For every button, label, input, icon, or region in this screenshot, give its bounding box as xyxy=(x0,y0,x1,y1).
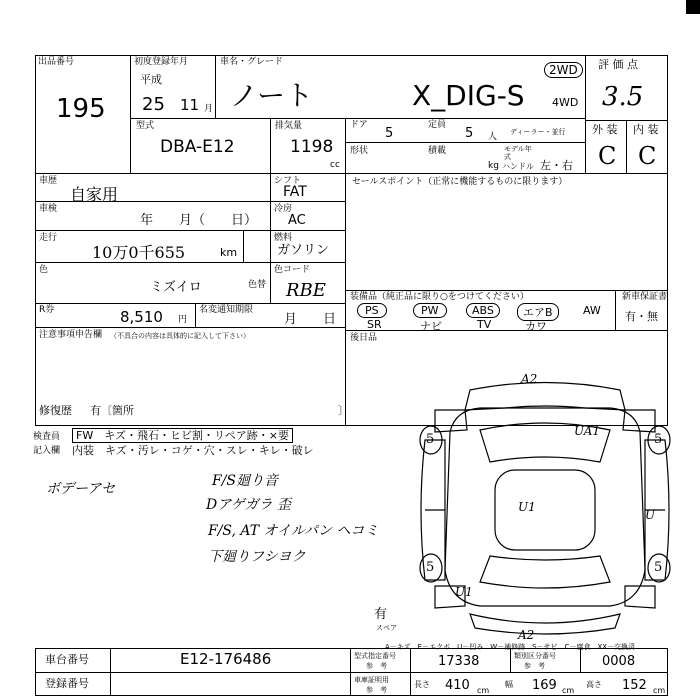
grade-value: X_DIG-S xyxy=(412,79,525,112)
delivery-label: 後日品 xyxy=(350,333,378,343)
equip-leather: カワ xyxy=(525,320,547,333)
divider xyxy=(195,303,196,327)
divider xyxy=(345,142,585,143)
divider xyxy=(35,672,668,673)
inspection-value: 年 月（ 日） xyxy=(140,213,258,228)
divider xyxy=(243,230,244,262)
inspector-label: 検査員 xyxy=(33,432,61,442)
era-value: 平成 xyxy=(140,73,162,86)
warranty-value: 有・無 xyxy=(625,310,658,323)
damage-legend: A－キズ E－エクボ U－凹み W－補修跡 S－サビ C－腐食 XX－交換済 xyxy=(385,643,636,651)
model-code-value: DBA-E12 xyxy=(160,137,235,157)
color-label: 色 xyxy=(39,265,49,275)
displacement-unit: cc xyxy=(330,160,340,170)
corner-mark xyxy=(686,0,700,14)
mileage-label: 走行 xyxy=(39,233,58,243)
type-spec-value: 17338 xyxy=(438,654,480,669)
spare-label: スペア xyxy=(376,624,397,632)
equip-ps: PS xyxy=(357,303,387,318)
divider xyxy=(350,648,351,696)
color-plate-label: 色替 xyxy=(248,280,267,290)
note-line2: Dアゲガラ 歪 xyxy=(206,497,291,513)
capacity-label: 定員 xyxy=(428,120,447,130)
door-value: 5 xyxy=(385,126,394,141)
shift-label: シフト xyxy=(274,176,302,186)
mileage-unit: km xyxy=(220,246,238,259)
divider xyxy=(410,648,411,696)
tire-tl-value: 5 xyxy=(426,432,435,447)
divider xyxy=(270,118,271,173)
height-label: 高さ xyxy=(586,680,602,689)
inspector-items: FW キズ・飛石・ヒビ割・リペア跡・×要 xyxy=(72,428,293,443)
chassis-value: E12-176486 xyxy=(180,650,272,668)
car-name-label: 車名・グレード xyxy=(220,57,284,67)
height-value: 152 xyxy=(622,678,647,693)
reg-month-value: 11 xyxy=(180,96,200,114)
model-code-label: 型式 xyxy=(136,121,155,131)
shift-value: FAT xyxy=(283,184,307,200)
exterior-value: C xyxy=(598,142,617,170)
repair-value: 有〔箇所 xyxy=(90,404,134,417)
divider xyxy=(35,262,345,263)
divider xyxy=(35,230,345,231)
type-spec-sub: 参 考 xyxy=(366,662,387,670)
inspection-label: 車検 xyxy=(39,204,58,214)
equip-sr: SR xyxy=(367,318,382,331)
r-unit: 円 xyxy=(178,315,188,325)
notice-label: 名変通知期限 xyxy=(199,305,254,315)
height-unit: cm xyxy=(653,686,666,695)
diagram-mark-left-bottom: U1 xyxy=(455,585,473,599)
color-code-value: RBE xyxy=(286,280,326,301)
width-label: 幅 xyxy=(505,680,513,689)
displacement-value: 1198 xyxy=(290,137,334,157)
divider xyxy=(345,173,346,426)
divider xyxy=(615,290,616,330)
history-value: 自家用 xyxy=(70,185,119,204)
cert-sub: 参 考 xyxy=(366,686,387,694)
history-label: 車歴 xyxy=(39,176,58,186)
repair-label: 修復歴 xyxy=(39,404,72,417)
divider xyxy=(215,55,216,118)
shape-label: 形状 xyxy=(350,146,369,156)
fuel-label: 燃料 xyxy=(274,233,293,243)
entry-items: 内装 キズ・汚レ・コゲ・穴・スレ・キレ・破レ xyxy=(72,444,314,457)
equip-tv: TV xyxy=(477,318,492,331)
load-unit: kg xyxy=(488,161,499,171)
score-value: 3.5 xyxy=(602,82,644,112)
diagram-mark-right-top: UA1 xyxy=(574,424,601,438)
cert-label: 車庫証明用 xyxy=(354,676,389,684)
equip-pw: PW xyxy=(413,303,447,318)
capacity-value: 5 xyxy=(465,126,474,141)
tire-tr-value: 5 xyxy=(654,432,663,447)
interior-value: C xyxy=(638,142,657,170)
divider xyxy=(345,330,668,331)
dealer-label: ディーラー・並行 xyxy=(510,128,566,136)
drive-2wd-label: 2WD xyxy=(544,62,583,78)
divider xyxy=(345,290,668,291)
divider xyxy=(345,118,346,173)
sales-point-label: セールスポイント（正常に機能するものに限ります） xyxy=(352,177,568,187)
tire-bl-value: 5 xyxy=(426,560,435,575)
length-value: 410 xyxy=(445,678,470,693)
warranty-label: 新車保証書 xyxy=(622,292,668,302)
lot-label: 出品番号 xyxy=(38,57,75,67)
car-diagram xyxy=(405,370,680,650)
divider xyxy=(270,173,271,303)
car-name-value: ノート xyxy=(230,79,314,112)
notice-value: 月 日 xyxy=(284,312,337,327)
divider xyxy=(35,173,668,174)
drive-4wd-label: 4WD xyxy=(552,96,579,109)
r-label: R券 xyxy=(39,305,55,315)
equip-navi: ナビ xyxy=(420,320,442,333)
caution-label: 注意事項申告欄 xyxy=(39,330,103,340)
handle-label: ハンドル xyxy=(502,162,534,171)
divider xyxy=(626,120,627,173)
lot-number: 195 xyxy=(56,94,106,124)
class-label: 類別区分番号 xyxy=(514,652,556,660)
reg-number-label: 登録番号 xyxy=(45,677,89,690)
class-value: 0008 xyxy=(602,654,636,669)
score-label: 評 価 点 xyxy=(598,58,638,71)
reg-date-label: 初度登録年月 xyxy=(134,57,189,67)
equipment-label: 装備品（純正品に限り○をつけてください） xyxy=(350,292,529,302)
spare-value: 有 xyxy=(374,607,388,622)
mileage-value: 10万0千655 xyxy=(92,243,186,262)
divider xyxy=(580,648,581,672)
color-value: ミズイロ xyxy=(150,280,202,295)
note-line1: F/S廻り音 xyxy=(212,473,279,489)
diagram-mark-bottom: A2 xyxy=(518,628,535,642)
divider xyxy=(35,303,345,304)
model-year-label: モデル年式 xyxy=(504,145,532,161)
class-sub: 参 考 xyxy=(524,662,545,670)
reg-month-unit: 月 xyxy=(204,104,214,114)
equip-airbag: エアB xyxy=(517,303,559,321)
interior-label: 内 装 xyxy=(633,123,659,136)
divider xyxy=(510,648,511,672)
entry-label: 記入欄 xyxy=(33,446,61,456)
divider xyxy=(35,327,345,328)
length-label: 長さ xyxy=(414,680,430,689)
divider xyxy=(110,648,111,696)
note-line3: F/S, AT オイルパン ヘコミ xyxy=(208,523,379,539)
divider xyxy=(585,55,586,173)
reg-year-value: 25 xyxy=(142,94,165,115)
divider xyxy=(130,118,585,119)
chassis-label: 車台番号 xyxy=(45,653,89,666)
diagram-mark-center: U1 xyxy=(518,500,536,514)
type-spec-label: 型式指定番号 xyxy=(354,652,396,660)
equip-aw: AW xyxy=(583,304,601,317)
handle-value: 左・右 xyxy=(540,159,573,172)
r-value: 8,510 xyxy=(120,308,163,326)
ac-label: 冷房 xyxy=(274,204,293,214)
body-note: ボデーアセ xyxy=(46,481,116,497)
caution-note: （不具合の内容は具体的に記入して下さい） xyxy=(110,332,250,340)
note-line4: 下廻りフシヨク xyxy=(208,549,306,565)
capacity-unit: 人 xyxy=(488,132,498,142)
displacement-label: 排気量 xyxy=(275,121,303,131)
exterior-label: 外 装 xyxy=(592,123,618,136)
tire-br-value: 5 xyxy=(654,560,663,575)
load-label: 積載 xyxy=(428,146,447,156)
ac-value: AC xyxy=(288,213,306,228)
fuel-value: ガソリン xyxy=(277,243,330,258)
width-value: 169 xyxy=(532,678,557,693)
equip-abs: ABS xyxy=(466,303,500,318)
diagram-mark-right: U xyxy=(645,508,656,522)
diagram-mark-top: A2 xyxy=(521,372,538,386)
length-unit: cm xyxy=(477,686,490,695)
width-unit: cm xyxy=(562,686,575,695)
door-label: ドア xyxy=(350,120,368,130)
repair-close: 〕 xyxy=(338,404,349,417)
color-code-label: 色コード xyxy=(274,265,311,275)
divider xyxy=(130,55,131,173)
